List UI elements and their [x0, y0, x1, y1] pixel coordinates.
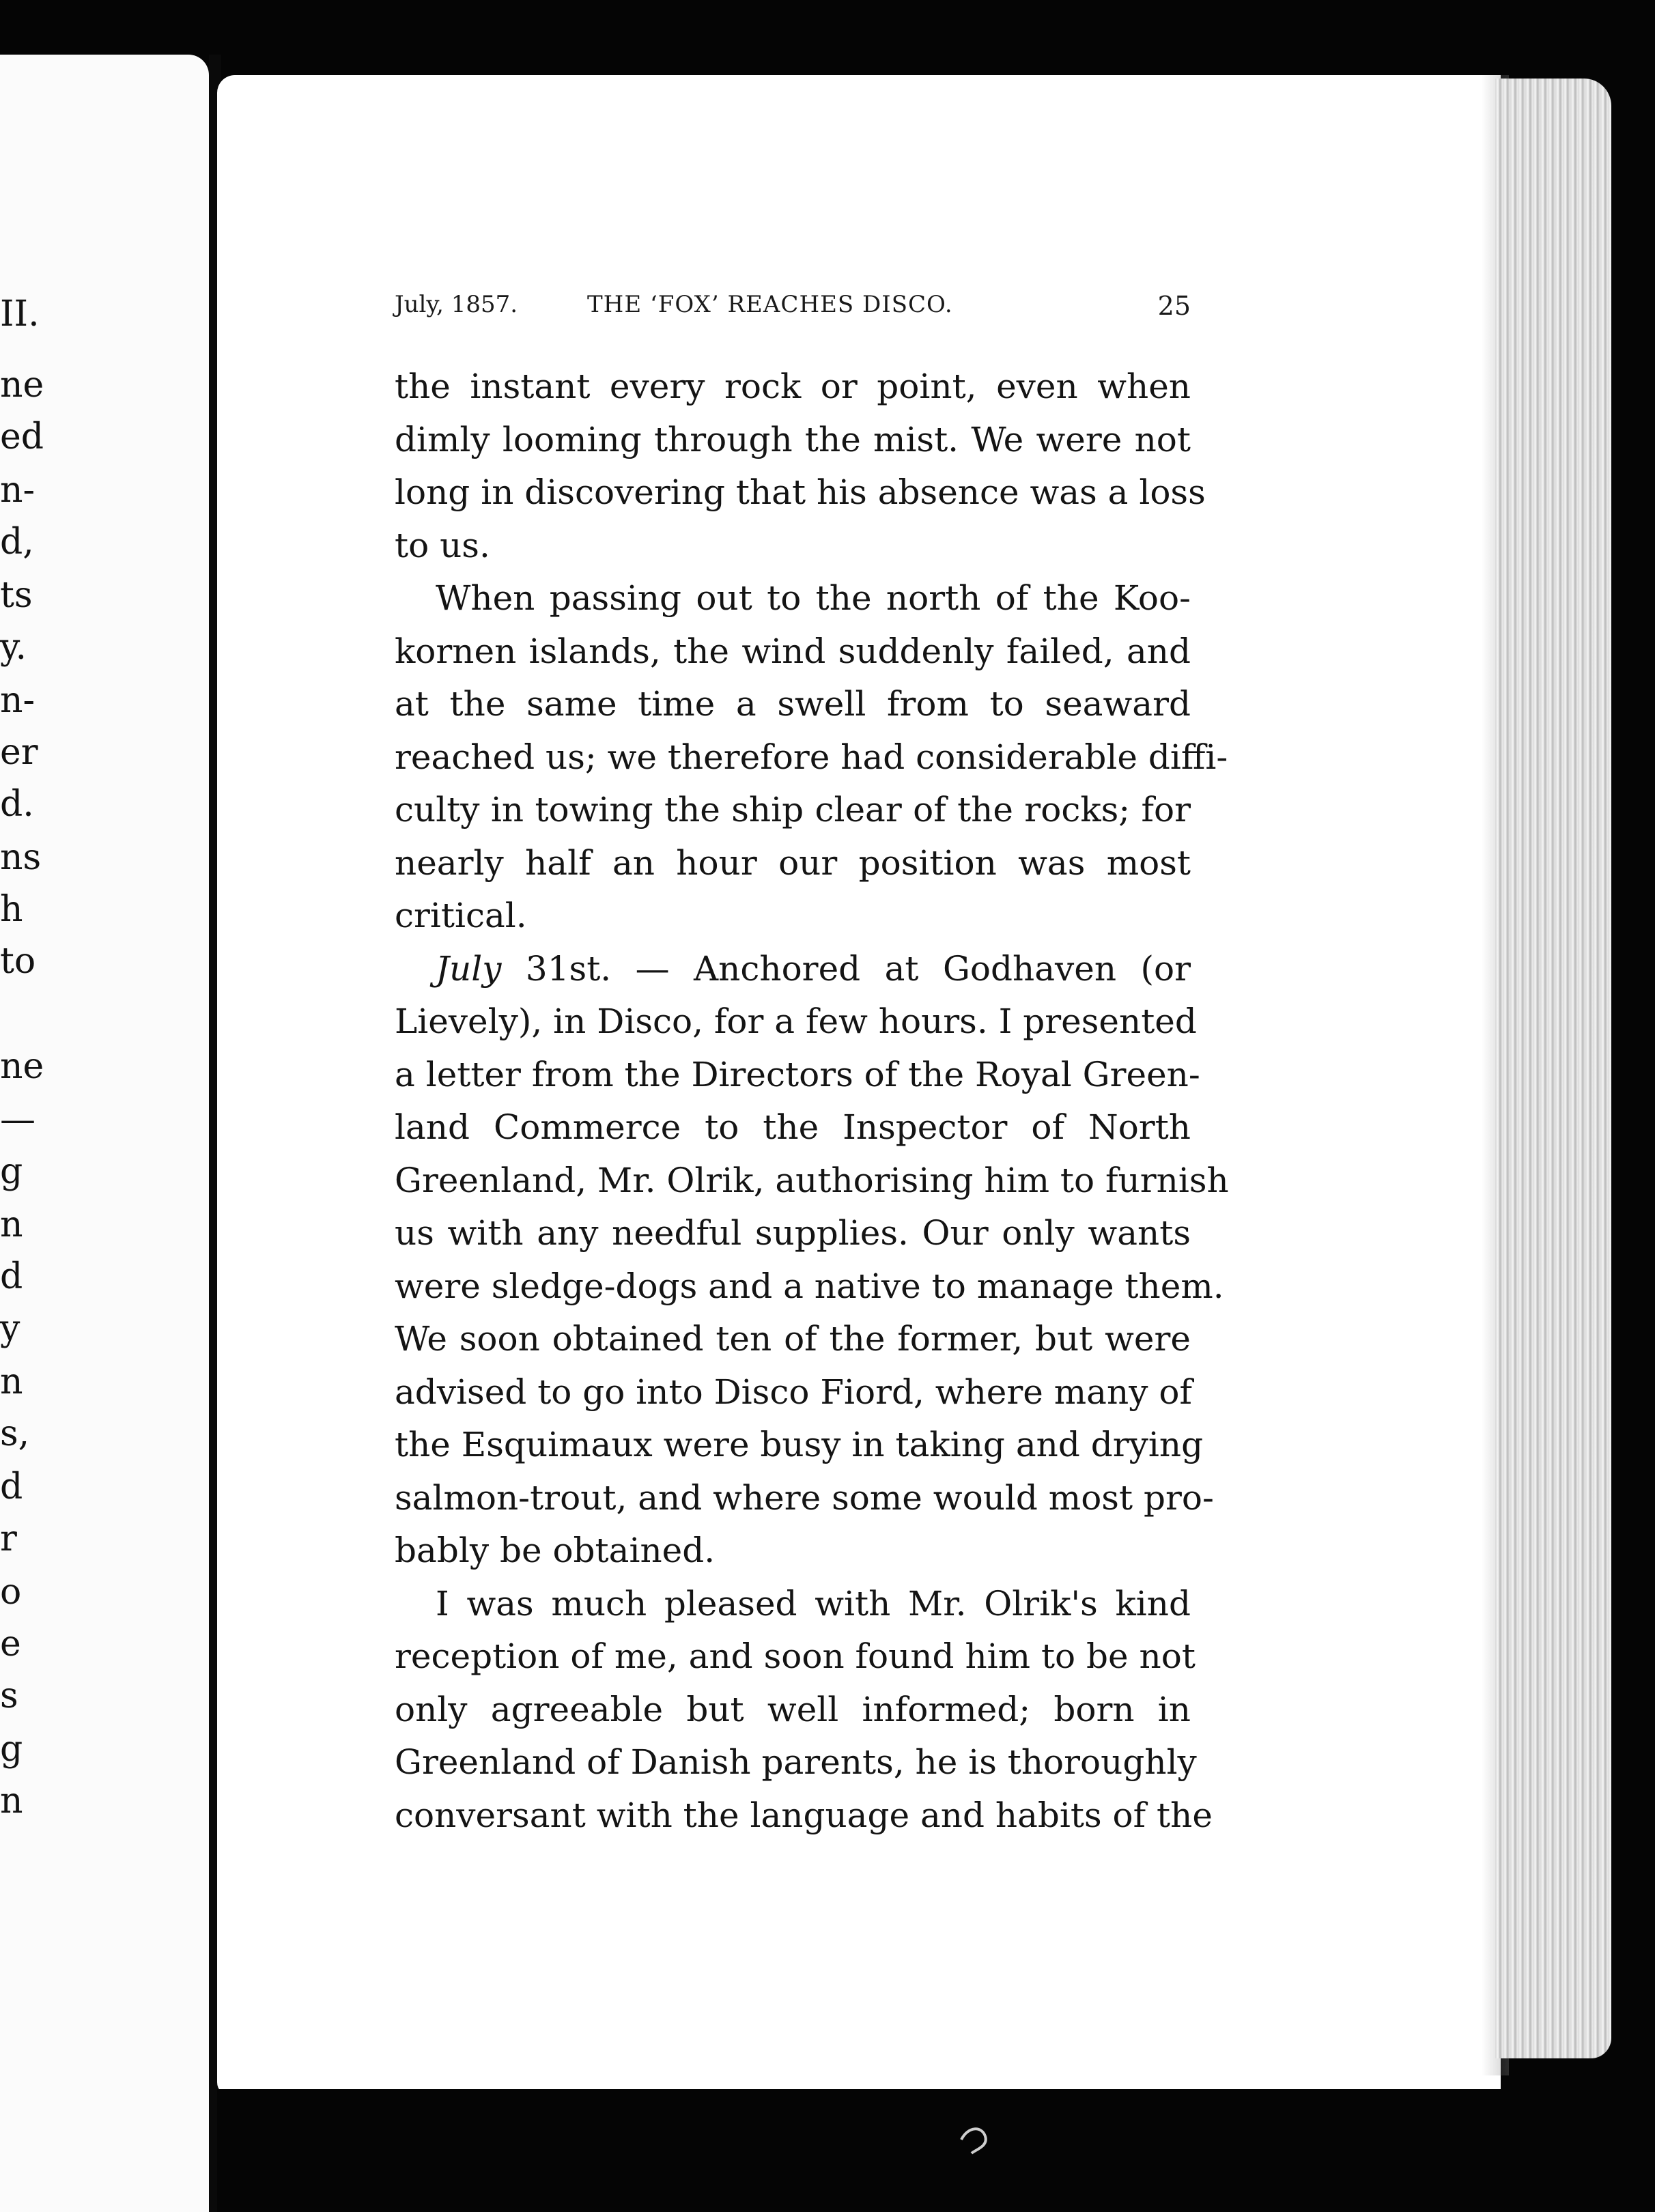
left-page-fragment: d: [0, 1466, 23, 1507]
header-date: July, 1857.: [395, 291, 518, 318]
left-page-fragment: ne: [0, 365, 44, 406]
left-page-fragment: ne: [0, 1046, 44, 1087]
left-page-fragment: o: [0, 1572, 22, 1613]
left-page-fragment: II.: [0, 294, 40, 335]
text-line: salmon-trout, and where some would most pro-: [395, 1477, 1214, 1518]
text-line: the instant every rock or point, even when: [395, 367, 1191, 406]
left-page-fragment: h: [0, 889, 23, 930]
text-line: [395, 943, 1191, 996]
text-line: the Esquimaux were busy in taking and drying: [395, 1425, 1204, 1464]
left-page-fragment: y.: [0, 627, 27, 668]
text-line: bably be obtained.: [395, 1531, 716, 1570]
text-line: Greenland, Mr. Olrik, authorising him to furnish: [395, 1160, 1229, 1200]
body-text: [395, 360, 1229, 1842]
date-entry-text: 31st. — Anchored at Godhaven (or: [525, 948, 1191, 989]
page-number: 25: [1157, 291, 1191, 321]
header-title: THE ‘FOX’ REACHES DISCO.: [587, 291, 953, 318]
left-page-fragment: ts: [0, 575, 33, 616]
left-page-fragment: d.: [0, 784, 34, 825]
left-page-fragment: e: [0, 1623, 21, 1664]
left-page-fragment: r: [0, 1518, 17, 1559]
page-edges: [1495, 79, 1611, 2058]
bottom-shadow: [217, 2089, 1603, 2212]
text-line: only agreeable but well informed; born in: [395, 1689, 1191, 1729]
text-line: critical.: [395, 896, 527, 935]
text-line: were sledge-dogs and a native to manage them.: [395, 1266, 1224, 1306]
text-line: us with any needful supplies. Our only wants: [395, 1213, 1191, 1253]
text-line: land Commerce to the Inspector of North: [395, 1107, 1191, 1147]
left-page-fragment: ns: [0, 837, 42, 878]
text-line: at the same time a swell from to seaward: [395, 684, 1191, 724]
text-line: kornen islands, the wind suddenly failed, and: [395, 631, 1191, 671]
text-line: long in discovering that his absence was a loss: [395, 472, 1206, 512]
left-page-fragment: er: [0, 732, 38, 773]
left-page-fragment: to: [0, 941, 36, 982]
text-line: Greenland of Danish parents, he is thoroughly: [395, 1742, 1197, 1782]
text-line: a letter from the Directors of the Royal Green-: [395, 1054, 1200, 1094]
text-line: conversant with the language and habits of the: [395, 1795, 1213, 1835]
left-page-fragment: n: [0, 1361, 23, 1402]
text-line: I was much pleased with Mr. Olrik's kind: [436, 1583, 1191, 1623]
date-label: July: [436, 948, 502, 989]
left-page-fragment: n-: [0, 470, 36, 511]
text-line: nearly half an hour our position was most: [395, 842, 1191, 883]
text-line: reception of me, and soon found him to be not: [395, 1636, 1196, 1676]
previous-page: [0, 55, 209, 2212]
left-page-fragment: s,: [0, 1413, 30, 1454]
left-page-fragment: g: [0, 1729, 23, 1770]
left-page-fragment: d: [0, 1256, 23, 1297]
left-page-fragment: d,: [0, 522, 34, 563]
left-page-fragment: ed: [0, 416, 44, 457]
text-line: culty in towing the ship clear of the rocks; for: [395, 790, 1191, 830]
left-page-fragment: y: [0, 1308, 20, 1349]
left-page-fragment: n: [0, 1781, 23, 1821]
text-line: advised to go into Disco Fiord, where many of: [395, 1372, 1192, 1412]
running-header: [395, 291, 1191, 332]
text-line: to us.: [395, 525, 490, 565]
text-line: We soon obtained ten of the former, but were: [395, 1319, 1191, 1359]
text-line: reached us; we therefore had considerable diffi-: [395, 737, 1228, 777]
text-line: dimly looming through the mist. We were not: [395, 419, 1191, 459]
text-line: Lievely), in Disco, for a few hours. I presented: [395, 1002, 1197, 1041]
left-page-fragment: n: [0, 1204, 23, 1245]
left-page-fragment: —: [0, 1099, 36, 1140]
left-page-fragment: s: [0, 1675, 18, 1716]
left-page-fragment: n-: [0, 680, 36, 721]
left-page-fragment: g: [0, 1151, 23, 1192]
text-line: When passing out to the north of the Koo-: [436, 578, 1191, 618]
scan-artifact-icon: [954, 2119, 995, 2160]
